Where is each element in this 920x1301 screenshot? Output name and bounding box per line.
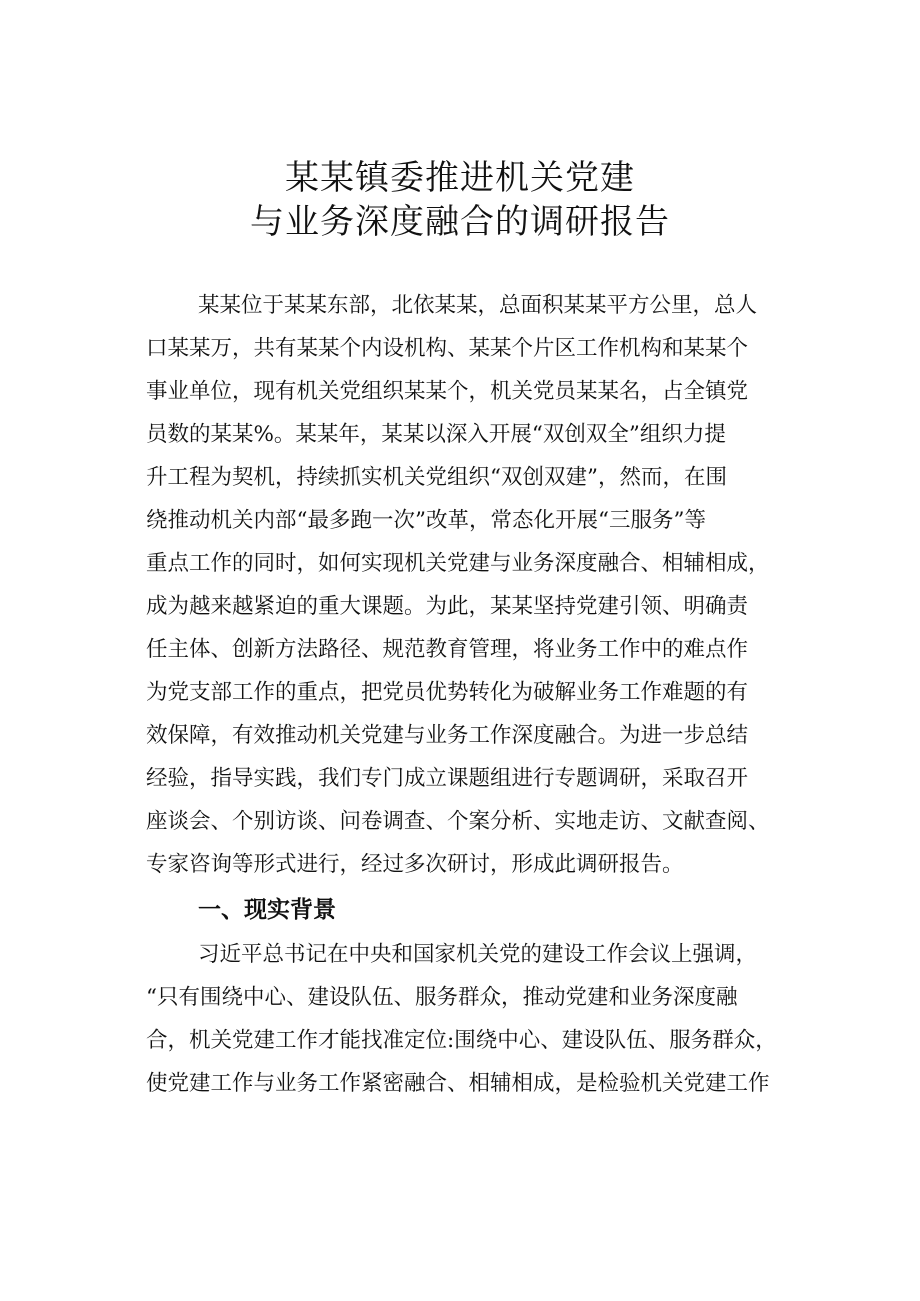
intro-line-9: 任主体、创新方法路径、规范教育管理，将业务工作中的难点作 [146, 637, 749, 662]
intro-line-11: 效保障，有效推动机关党建与业务工作深度融合。为进一步总结 [146, 723, 749, 748]
intro-line-12: 经验，指导实践，我们专门成立课题组进行专题调研，采取召开 [146, 766, 749, 791]
intro-line-8: 成为越来越紧迫的重大课题。为此，某某坚持党建引领、明确责 [146, 594, 749, 619]
intro-line-2: 口某某万，共有某某个内设机构、某某个片区工作机构和某某个 [146, 336, 749, 361]
intro-line-1: 某某位于某某东部，北依某某，总面积某某平方公里，总人 [198, 293, 758, 318]
section1-line-2: “只有围绕中心、建设队伍、服务群众，推动党建和业务深度融 [146, 985, 738, 1010]
intro-line-5: 升工程为契机，持续抓实机关党组织“双创双建”，然而，在围 [146, 465, 727, 490]
intro-line-4: 员数的某某%。某某年，某某以深入开展“双创双全”组织力提 [146, 422, 726, 447]
section1-line-1: 习近平总书记在中央和国家机关党的建设工作会议上强调， [198, 942, 758, 967]
intro-line-6: 绕推动机关内部“最多跑一次”改革，常态化开展“三服务”等 [146, 508, 706, 533]
intro-line-10: 为党支部工作的重点，把党员优势转化为破解业务工作难题的有 [146, 680, 749, 705]
intro-line-13: 座谈会、个别访谈、问卷调查、个案分析、实地走访、文献查阅、 [146, 809, 770, 834]
section1-line-3: 合，机关党建工作才能找准定位:围绕中心、建设队伍、服务群众， [146, 1028, 777, 1053]
intro-line-14: 专家咨询等形式进行，经过多次研讨，形成此调研报告。 [146, 852, 684, 877]
section-heading-1: 一、现实背景 [198, 897, 336, 923]
report-title-line-1: 某某镇委推进机关党建 [285, 158, 635, 198]
intro-line-3: 事业单位，现有机关党组织某某个，机关党员某某名，占全镇党 [146, 379, 749, 404]
intro-line-7: 重点工作的同时，如何实现机关党建与业务深度融合、相辅相成， [146, 551, 770, 576]
report-title-line-2: 与业务深度融合的调研报告 [250, 202, 670, 242]
section1-line-4: 使党建工作与业务工作紧密融合、相辅相成，是检验机关党建工作 [146, 1071, 770, 1096]
